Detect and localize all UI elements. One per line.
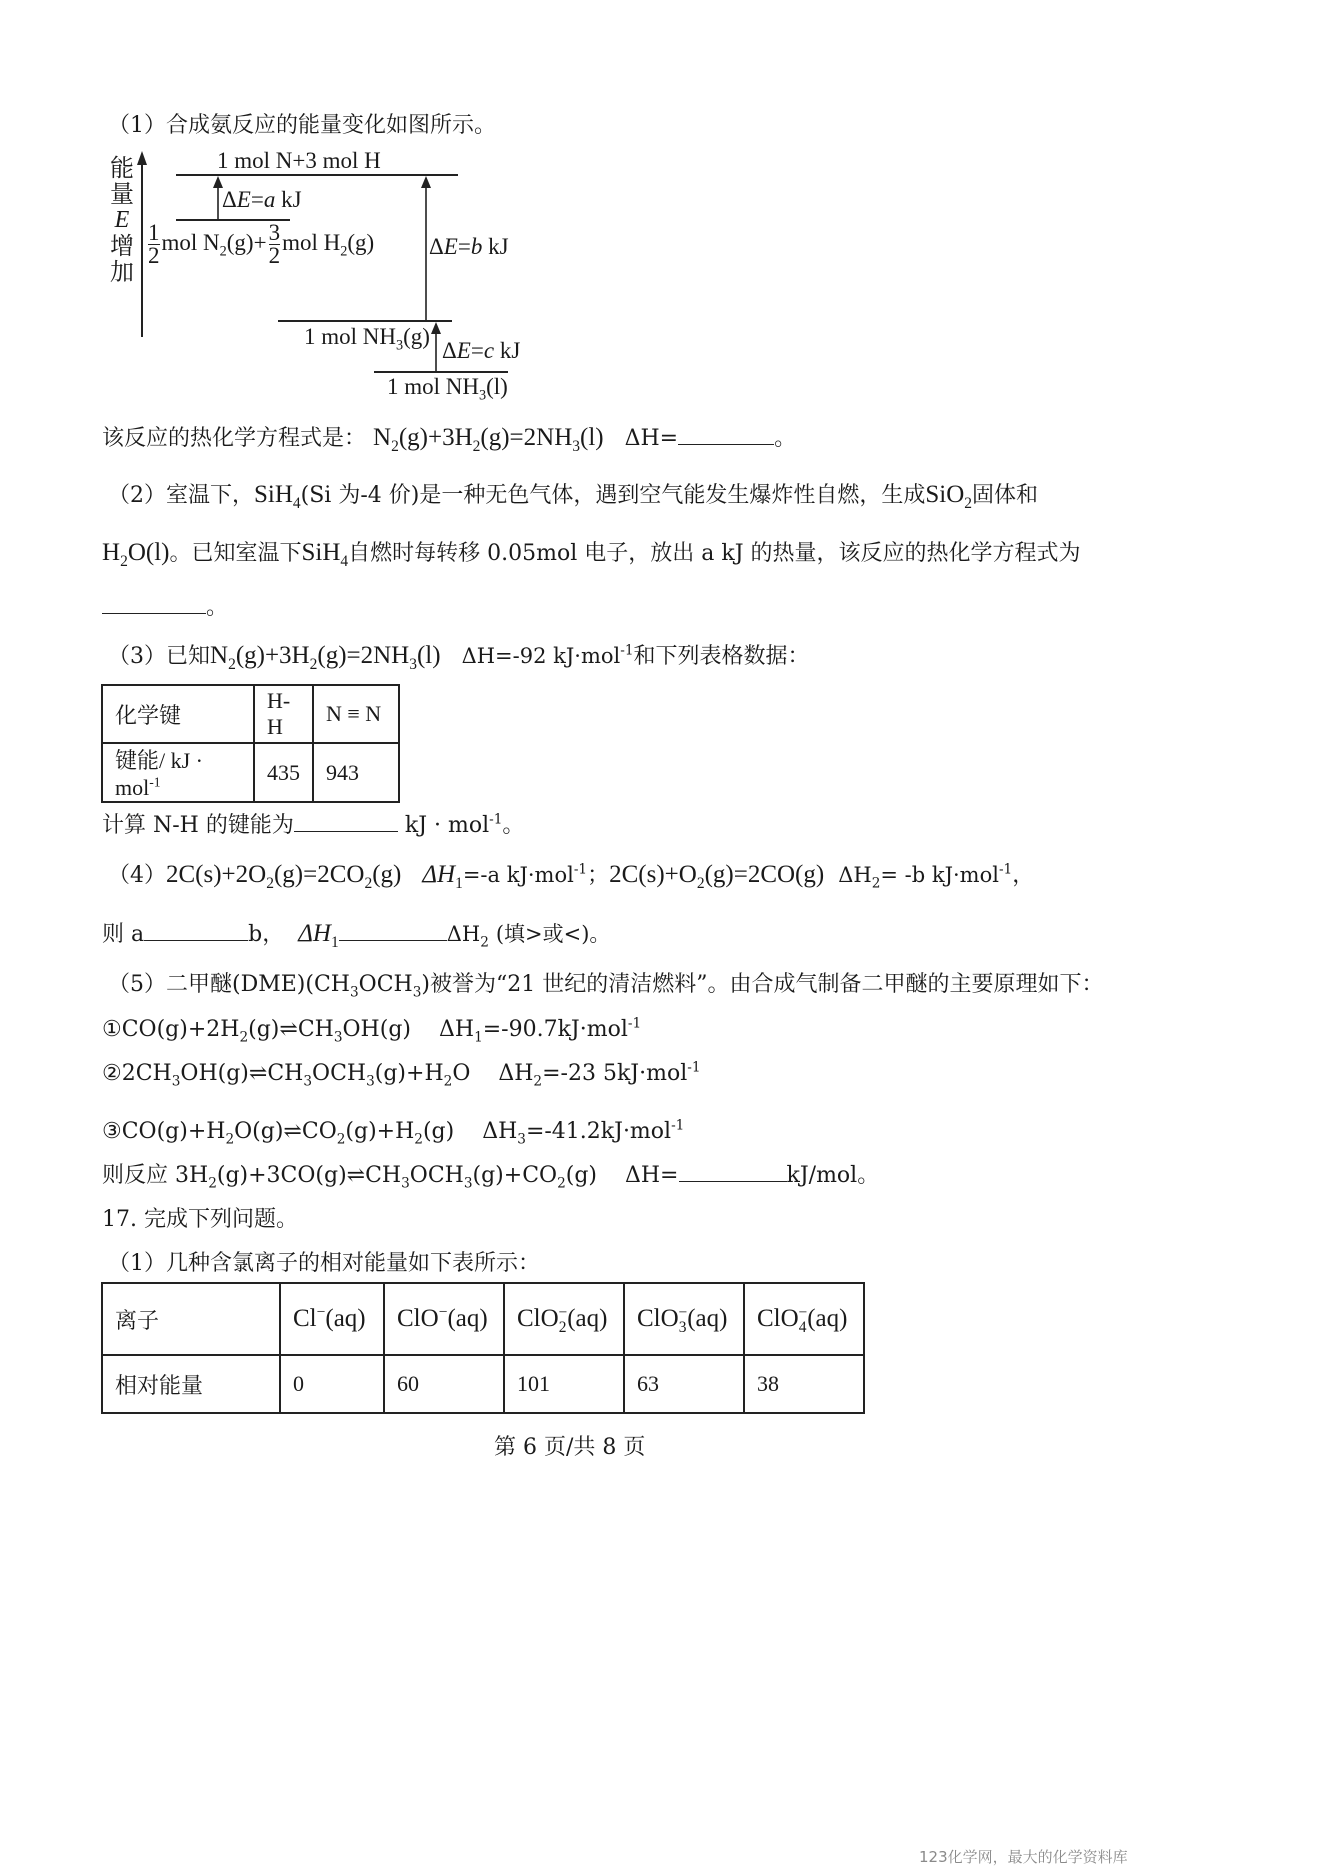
bond-table-value-hh: 435 xyxy=(254,743,313,802)
q16-part5-question: 则反应 $3H_2(g)+3CO(g)\rightleftharpoons CH_3OCH_3(g)+CO_2(g)$ ΔH= kJ/mol。 xyxy=(102,1163,880,1192)
q16-part1-question: 该反应的热化学方程式是： $N_2(g)+3H_2(g)=2NH_3(l)$ ΔH= 。 xyxy=(102,424,797,455)
bond-table-row-label: 键能/ kJ · mol$^{-1}$ xyxy=(102,743,254,802)
ion-table-row1-label: 离子 xyxy=(102,1283,280,1355)
delta-e-c-label: ΔE=c kJ xyxy=(442,338,521,363)
answer-blank-4b[interactable] xyxy=(339,922,447,941)
answer-blank-2[interactable] xyxy=(102,595,206,614)
q16-part2-line3: 。 xyxy=(102,594,228,622)
ion-clo3: ClO$_3$−(aq) xyxy=(624,1283,744,1355)
ion-clo: ClO−(aq) xyxy=(384,1283,504,1355)
bond-table-header-nn: N ≡ N xyxy=(313,685,399,743)
reaction-1: $①CO(g)+2H_2(g)\rightleftharpoons CH_3OH(g)$ $\Delta H_1=-90.7kJ\cdot mol^{-1}$ xyxy=(102,1015,642,1046)
energy-axis-label: 能 量 E 增 加 xyxy=(110,154,134,286)
answer-blank-1[interactable] xyxy=(678,426,774,445)
q16-part2-line1: （2）室温下，SiH$_4$(Si 为-4 价)是一种无色气体，遇到空气能发生爆炸性自燃，生成SiO$_2$固体和 xyxy=(108,481,1039,512)
page-footer: 第 6 页/共 8 页 xyxy=(494,1435,646,1460)
q16-part4-line1: $(4)2C(s)+2O_2(g)=2CO_2(g)$ $\Delta H_1=-a$ kJ·mol$^{-1}$；$2C(s)+O_2(g)=2CO(g)$ $\Delta H_2= -b$ kJ·mol$^{-1}$， xyxy=(108,861,1035,892)
ion-clo2: ClO$_2$−(aq) xyxy=(504,1283,624,1355)
q16-part1-intro: （1）合成氨反应的能量变化如图所示。 xyxy=(108,113,496,138)
answer-blank-3[interactable] xyxy=(294,813,398,832)
nh3-gas-level-label: 1 mol $NH_3(g)$ xyxy=(304,324,430,354)
ion-energy-cl: 0 xyxy=(280,1355,384,1413)
chlorine-ion-energy-table xyxy=(101,1282,865,1414)
watermark: 123化学网，最大的化学资料库 xyxy=(919,1848,1128,1866)
answer-blank-4a[interactable] xyxy=(144,922,248,941)
q17-part1-intro: （1）几种含氯离子的相对能量如下表所示： xyxy=(108,1251,540,1276)
q16-part2-line2: $H_2O(l)$。已知室温下SiH$_4$自燃时每转移 0.05mol 电子，放出 a kJ 的热量，该反应的热化学方程式为 xyxy=(102,539,1081,570)
ion-energy-clo3: 63 xyxy=(624,1355,744,1413)
ion-cl: Cl−(aq) xyxy=(280,1283,384,1355)
reaction-3: $③CO(g)+H_2O(g)\rightleftharpoons CO_2(g)+H_2(g)$ $\Delta H_3=-41.2kJ\cdot mol^{-1}$ xyxy=(102,1117,685,1148)
reaction-2: $②2CH_3OH(g)\rightleftharpoons CH_3OCH_3(g)+H_2O$ $\Delta H_2=-23$ 5kJ·mol$^{-1}$ xyxy=(102,1059,701,1090)
n2-h2-nh3-equation: $N_2(g)+3H_2(g)=2NH_3(l)$ xyxy=(373,424,604,455)
bond-table-header-bond: 化学键 xyxy=(102,685,254,743)
delta-e-a-label: ΔE=a kJ xyxy=(222,187,302,212)
top-energy-level-label: 1 mol N+3 mol H xyxy=(217,148,381,173)
q16-part4-line2: 则 a b， $\Delta H_1$ $\Delta H_2$ (填>或<)。 xyxy=(102,920,611,951)
answer-blank-5[interactable] xyxy=(679,1163,787,1182)
nh3-liquid-level-label: 1 mol $NH_3(l)$ xyxy=(387,374,508,404)
ion-clo4: ClO$_4$−(aq) xyxy=(744,1283,864,1355)
bond-table-value-nn: 943 xyxy=(313,743,399,802)
q17-heading: 17. 完成下列问题。 xyxy=(102,1207,298,1232)
bond-energy-table xyxy=(101,684,400,803)
reactants-level-label: $\frac{1}{2}$ mol $N_2(g)+$ $\frac{3}{2}$ mol $H_2(g)$ xyxy=(148,220,375,268)
ion-energy-clo4: 38 xyxy=(744,1355,864,1413)
ion-energy-clo: 60 xyxy=(384,1355,504,1413)
q16-part5-intro: （5）二甲醚$(DME)(CH_3OCH_3)$被誉为“21 世纪的清洁燃料”。由合成气制备二甲醚的主要原理如下： xyxy=(108,972,1104,1001)
q16-part3-calc: 计算 N-H 的键能为 kJ · mol$^{-1}$。 xyxy=(102,811,525,838)
bond-table-header-hh: H-H xyxy=(254,685,313,743)
q16-part3-line: （3）已知$N_2(g)+3H_2(g)=2NH_3(l)$ ΔH=-92 kJ·mol$^{-1}$和下列表格数据： xyxy=(108,642,810,673)
ion-table-row2-label: 相对能量 xyxy=(102,1355,280,1413)
delta-e-b-label: ΔE=b kJ xyxy=(429,234,509,259)
ion-energy-clo2: 101 xyxy=(504,1355,624,1413)
